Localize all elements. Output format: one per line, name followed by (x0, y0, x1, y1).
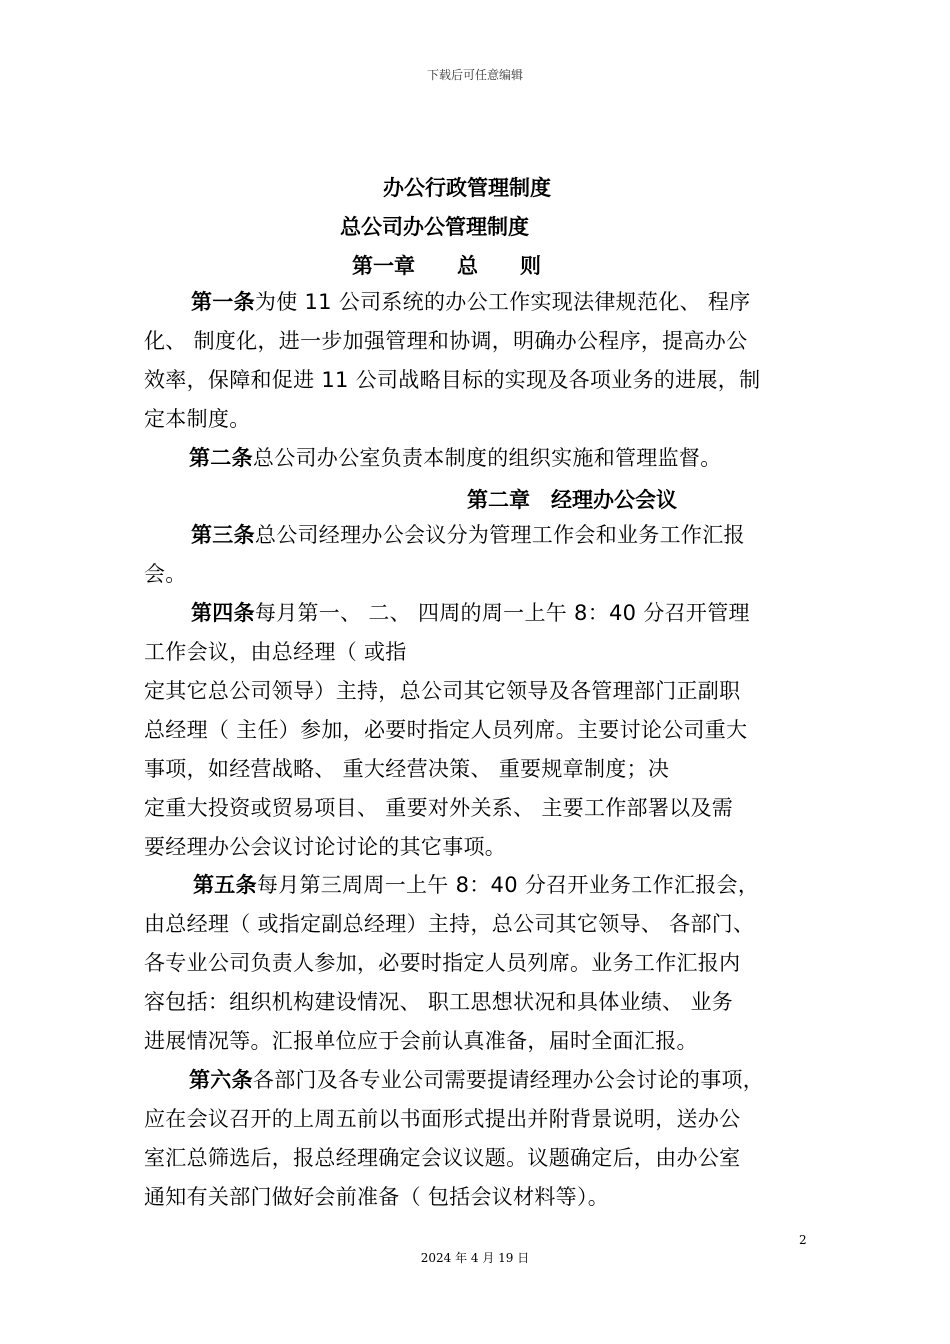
article-6-label: 第六条 (189, 1068, 253, 1092)
article-6-line-2: 应在会议召开的上周五前以书面形式提出并附背景说明，送办公 (144, 1107, 741, 1131)
article-5-line-4: 容包括：组织机构建设情况、 职工思想状况和具体业绩、 业务 (144, 990, 734, 1014)
article-1-line-2: 化、 制度化，进一步加强管理和协调，明确办公程序，提高办公 (144, 329, 748, 353)
article-3-line-1: 第三条总公司经理办公会议分为管理工作会和业务工作汇报 (191, 523, 745, 547)
article-3-line-2: 会。 (144, 562, 187, 586)
subtitle: 总公司办公管理制度 (340, 215, 529, 239)
article-6-line-1: 第六条各部门及各专业公司需要提请经理办公会讨论的事项， (189, 1068, 765, 1092)
page-number: 2 (799, 1233, 807, 1247)
chapter-2-heading: 第二章 经理办公会议 (467, 488, 677, 512)
footer-date: 2024 年 4 月 19 日 (420, 1251, 530, 1265)
article-1-line-4: 定本制度。 (144, 407, 251, 431)
header-note: 下载后可任意编辑 (426, 68, 523, 82)
article-4-line-3: 定其它总公司领导）主持，总公司其它领导及各管理部门正副职 (144, 679, 741, 703)
article-4-line-1: 第四条每月第一、 二、 四周的周一上午 8：40 分召开管理 (191, 601, 750, 625)
article-4-line-7: 要经理办公会议讨论讨论的其它事项。 (144, 835, 507, 859)
article-3-label: 第三条 (191, 523, 255, 547)
article-5-label: 第五条 (193, 873, 257, 897)
article-1-label: 第一条 (191, 290, 255, 314)
article-4-line-2: 工作会议，由总经理（ 或指 (144, 640, 407, 664)
article-4-line-4: 总经理（ 主任）参加，必要时指定人员列席。主要讨论公司重大 (144, 718, 748, 742)
article-4-line-6: 定重大投资或贸易项目、 重要对外关系、 主要工作部署以及需 (144, 796, 734, 820)
article-4-line-5: 事项，如经营战略、 重大经营决策、 重要规章制度；决 (144, 757, 670, 781)
article-1-line-1: 第一条为使 11 公司系统的办公工作实现法律规范化、 程序 (191, 290, 751, 314)
article-1-line-3: 效率，保障和促进 11 公司战略目标的实现及各项业务的进展，制 (144, 368, 761, 392)
article-5-line-1: 第五条每月第三周周一上午 8：40 分召开业务工作汇报会， (193, 873, 760, 897)
main-title: 办公行政管理制度 (383, 176, 551, 200)
article-4-label: 第四条 (191, 601, 255, 625)
article-5-line-2: 由总经理（ 或指定副总经理）主持，总公司其它领导、 各部门、 (144, 912, 755, 936)
article-5-line-5: 进展情况等。汇报单位应于会前认真准备，届时全面汇报。 (144, 1029, 698, 1053)
article-2-line-1: 第二条总公司办公室负责本制度的组织实施和管理监督。 (189, 446, 722, 470)
article-6-line-4: 通知有关部门做好会前准备（ 包括会议材料等）。 (144, 1185, 610, 1209)
chapter-1-heading: 第一章 总 则 (352, 254, 541, 278)
article-6-line-3: 室汇总筛选后，报总经理确定会议议题。议题确定后，由办公室 (144, 1146, 741, 1170)
article-5-line-3: 各专业公司负责人参加，必要时指定人员列席。业务工作汇报内 (144, 951, 741, 975)
article-2-label: 第二条 (189, 446, 253, 470)
